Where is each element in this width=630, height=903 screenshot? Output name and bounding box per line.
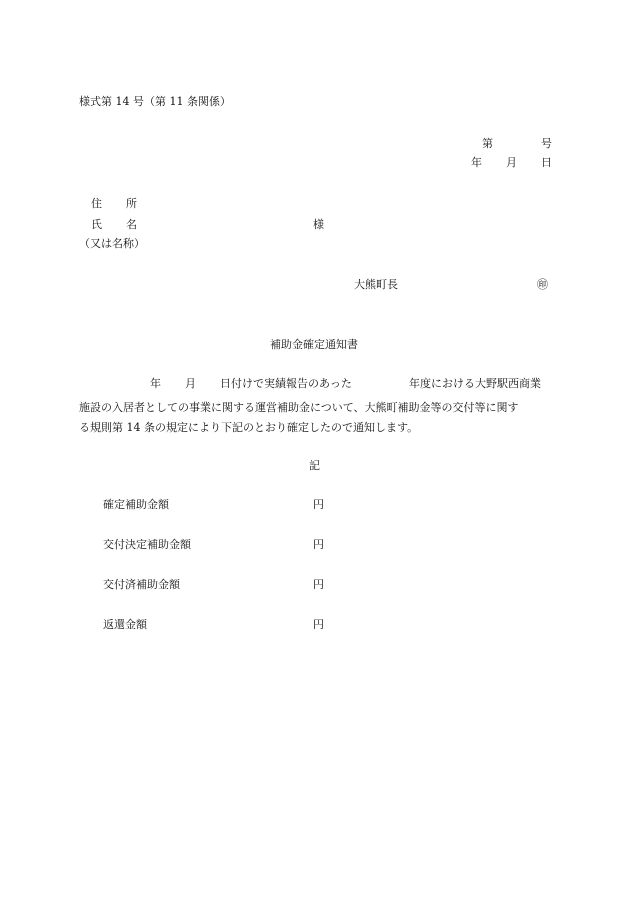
body-line2: 施設の入居者としての事業に関する運営補助金について、大熊町補助金等の交付等に関す	[79, 401, 519, 414]
doc-number-suffix: 号	[541, 137, 552, 150]
address-label-first: 住	[91, 197, 102, 210]
body-line1-middle: 日付けで実績報告のあった	[220, 377, 352, 390]
honorific-sama: 様	[313, 218, 324, 231]
name-label-second: 名	[126, 218, 137, 231]
item-paid-amount-unit: 円	[313, 578, 324, 591]
date-month-label: 月	[506, 156, 517, 169]
item-decided-amount-label: 交付決定補助金額	[103, 538, 191, 551]
item-refund-amount-unit: 円	[313, 618, 324, 631]
or-name-label: （又は名称）	[79, 237, 145, 250]
body-line1-month: 月	[185, 377, 196, 390]
body-line3: る規則第 14 条の規定により下記のとおり確定したので通知します。	[79, 421, 419, 434]
address-label-second: 所	[126, 197, 137, 210]
date-day-label: 日	[541, 156, 552, 169]
item-refund-amount-label: 返還金額	[103, 618, 147, 631]
body-line1-year: 年	[150, 377, 161, 390]
seal-mark: ㊞	[537, 278, 548, 291]
ki-heading: 記	[309, 459, 320, 472]
issuer-title: 大熊町長	[354, 278, 398, 291]
form-id-label: 様式第 14 号（第 11 条関係）	[79, 95, 231, 108]
name-label-first: 氏	[91, 218, 102, 231]
doc-number-prefix: 第	[482, 137, 493, 150]
date-year-label: 年	[471, 156, 482, 169]
item-confirmed-amount-unit: 円	[313, 498, 324, 511]
item-confirmed-amount-label: 確定補助金額	[103, 498, 169, 511]
body-line1-end: 年度における大野駅西商業	[409, 377, 541, 390]
document-title: 補助金確定通知書	[270, 338, 358, 351]
item-decided-amount-unit: 円	[313, 538, 324, 551]
item-paid-amount-label: 交付済補助金額	[103, 578, 180, 591]
